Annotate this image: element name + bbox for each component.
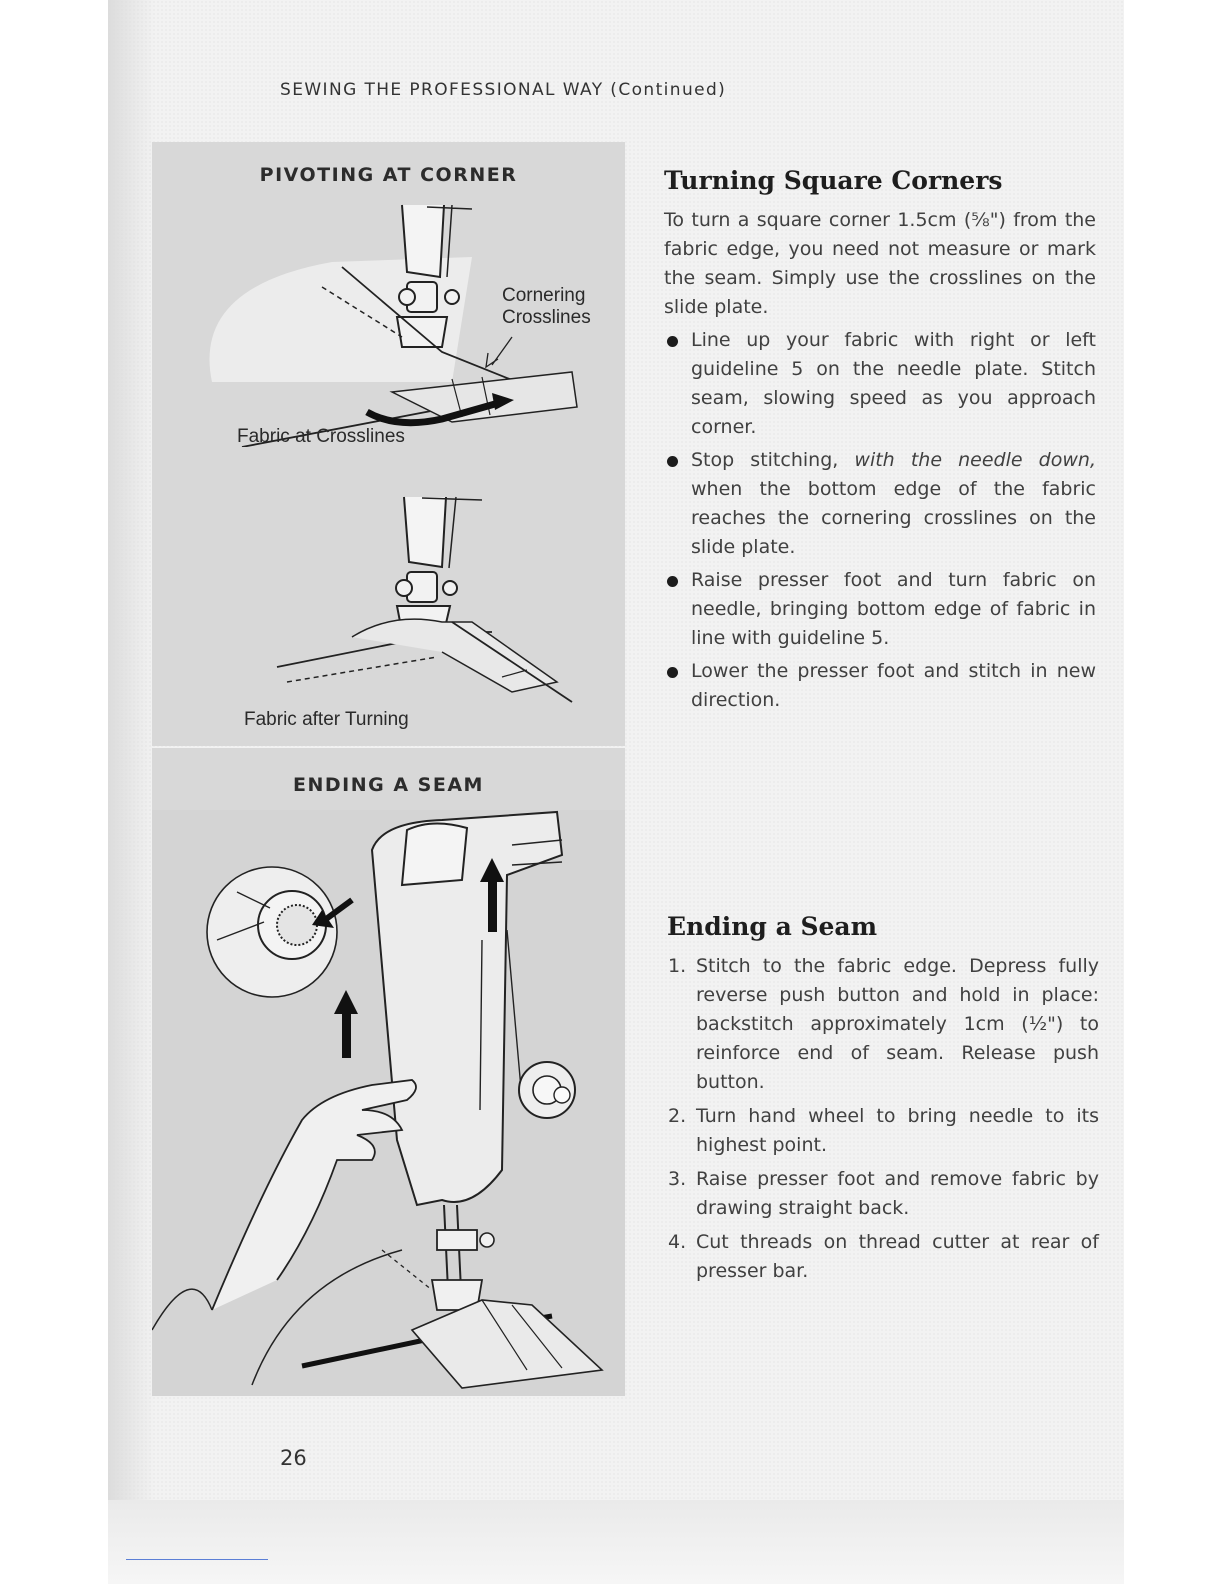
scan-edge-shadow [108, 0, 154, 1584]
fabric-at-crosslines-label: Fabric at Crosslines [237, 426, 405, 447]
turning-heading: Turning Square Corners [664, 166, 1003, 195]
turning-bullet-1 [664, 326, 1096, 442]
turning-bullet-2 [664, 446, 1096, 562]
bullet-dot [667, 336, 678, 347]
turning-bullet-3-text: Raise presser foot and turn fabric on needle, bringing bottom edge of fabric in line with guideline 5. [691, 569, 1096, 649]
ending-seam-title: ENDING A SEAM [293, 774, 484, 796]
ending-step-4 [668, 1228, 1099, 1286]
ending-steps [668, 952, 1099, 1291]
step-text: Cut threads on thread cutter at rear of presser bar. [696, 1231, 1099, 1282]
turning-bullet-2-text-start: Stop stitching, [691, 449, 855, 471]
ending-step-3 [668, 1165, 1099, 1223]
cornering-crosslines-label: Cornering Crosslines [502, 285, 591, 328]
step-text: Raise presser foot and remove fabric by drawing straight back. [696, 1168, 1099, 1219]
fabric-after-turning-illustration [152, 492, 625, 727]
turning-bullet-2-text-end: when the bottom edge of the fabric reaches the cornering crosslines on the slide plate. [691, 478, 1096, 558]
step-number: 4. [668, 1231, 687, 1253]
ending-seam-panel [152, 748, 625, 1396]
pivoting-title: PIVOTING AT CORNER [259, 164, 518, 186]
turning-bullet-4 [664, 657, 1096, 715]
step-number: 1. [668, 955, 687, 977]
step-number: 3. [668, 1168, 687, 1190]
bullet-dot [667, 576, 678, 587]
ending-step-1 [668, 952, 1099, 1097]
fabric-after-turning-label: Fabric after Turning [244, 709, 409, 730]
bullet-dot [667, 667, 678, 678]
turning-bullet-4-text: Lower the presser foot and stitch in new direction. [691, 660, 1096, 711]
ending-heading: Ending a Seam [667, 912, 878, 941]
ending-step-2 [668, 1102, 1099, 1160]
turning-intro: To turn a square corner 1.5cm (⅝") from the fabric edge, you need not measure or mark the seam. Simply use the crosslines on the slide plate. [664, 209, 1096, 318]
running-header: SEWING THE PROFESSIONAL WAY (Continued) [280, 80, 727, 100]
bullet-dot [667, 456, 678, 467]
turning-bullet-3 [664, 566, 1096, 653]
link-underline [126, 1559, 268, 1560]
turning-bullet-1-text: Line up your fabric with right or left guideline 5 on the needle plate. Stitch seam, slowing speed as you approach corner. [691, 329, 1096, 438]
step-text: Turn hand wheel to bring needle to its highest point. [696, 1105, 1099, 1156]
ending-seam-illustration [152, 810, 625, 1396]
pivoting-panel [152, 142, 625, 746]
turning-body [664, 206, 1096, 715]
step-text: Stitch to the fabric edge. Depress fully reverse push button and hold in place: backstitch approximately 1cm (½") to reinforce end of seam. Release push button. [696, 955, 1099, 1093]
scan-bottom-band [108, 1500, 1124, 1584]
step-number: 2. [668, 1105, 687, 1127]
page-number: 26 [280, 1446, 307, 1470]
needle-down-emphasis: with the needle down, [854, 449, 1096, 471]
